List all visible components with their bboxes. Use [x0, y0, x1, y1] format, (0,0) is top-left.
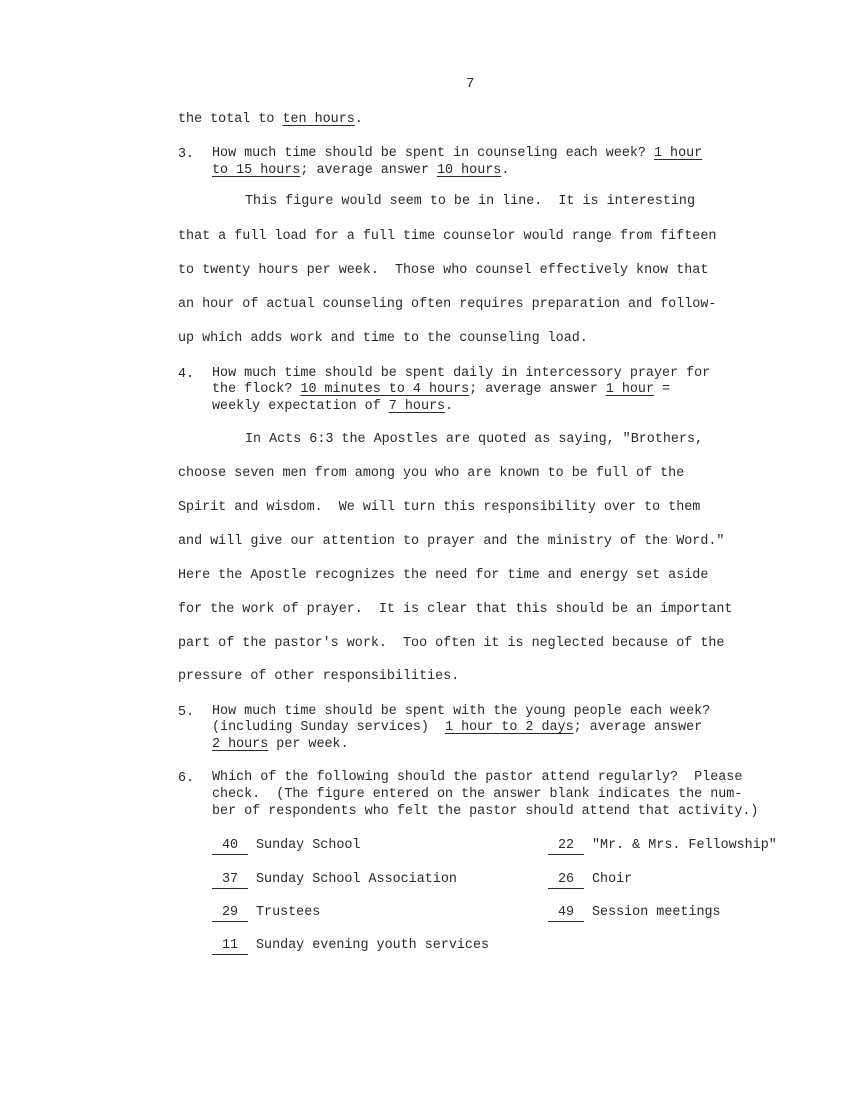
q4-weekly-value: 7 hours [388, 399, 446, 414]
activity-sunday-school-association [212, 871, 457, 889]
para1-line-2: that a full load for a full time counselor would range from fifteen [178, 229, 717, 244]
para1-line-3: to twenty hours per week. Those who counsel effectively know that [178, 263, 709, 278]
para2-line-5: Here the Apostle recognizes the need for time and energy set aside [178, 568, 709, 583]
para1-line-5: up which adds work and time to the counseling load. [178, 331, 588, 346]
q3-line2 [212, 162, 509, 179]
para2-line-7: part of the pastor's work. Too often it is neglected because of the [178, 636, 725, 651]
q4-equals: = [653, 382, 671, 397]
q5-number: 5. [178, 705, 195, 720]
activity-label: Sunday evening youth services [256, 938, 490, 953]
answer-blank: 49 [548, 905, 584, 922]
intro-ten-hours: ten hours [282, 112, 355, 127]
q6-number: 6. [178, 771, 195, 786]
q3-range-end: to 15 hours [212, 163, 301, 178]
para1-line-4: an hour of actual counseling often requires preparation and follow- [178, 297, 717, 312]
answer-blank: 29 [212, 905, 248, 922]
activity-label: Trustees [256, 905, 321, 920]
q4-weekly-label: weekly expectation of [212, 399, 389, 414]
q3-line1 [212, 145, 702, 162]
q5-average-value: 2 hours [212, 737, 269, 752]
para2-line-3: Spirit and wisdom. We will turn this responsibility over to them [178, 500, 701, 515]
q5-per-week: per week. [268, 737, 349, 752]
activity-label: Choir [592, 872, 633, 887]
activity-label: Session meetings [592, 905, 721, 920]
para2-line-6: for the work of prayer. It is clear that this should be an important [178, 602, 733, 617]
q3-range-start: 1 hour [653, 146, 703, 161]
intro-suffix: . [354, 112, 363, 127]
q3-period: . [501, 163, 510, 178]
answer-blank: 37 [212, 872, 248, 889]
para2-line-2: choose seven men from among you who are known to be full of the [178, 466, 685, 481]
intro-line [178, 111, 363, 128]
activity-mr-mrs-fellowship [548, 837, 777, 855]
q4-average-label: ; average answer [469, 382, 606, 397]
q3-average-value: 10 hours [437, 163, 502, 178]
q4-line3 [212, 398, 453, 415]
activity-session-meetings [548, 904, 721, 922]
activity-label: "Mr. & Mrs. Fellowship" [592, 838, 777, 853]
q5-average-label: ; average answer [573, 720, 703, 735]
para2-line-8: pressure of other responsibilities. [178, 669, 460, 684]
para1-line-1: This figure would seem to be in line. It is interesting [245, 194, 695, 209]
answer-blank: 11 [212, 938, 248, 955]
answer-blank: 26 [548, 872, 584, 889]
activity-label: Sunday School [256, 838, 361, 853]
activity-trustees [212, 904, 320, 922]
q5-range: 1 hour to 2 days [445, 720, 574, 735]
q6-line3: ber of respondents who felt the pastor should attend that activity.) [212, 804, 759, 819]
activity-label: Sunday School Association [256, 872, 457, 887]
q5-line2-prefix: (including Sunday services) [212, 720, 446, 735]
q4-line2 [212, 381, 670, 398]
activity-sunday-school [212, 837, 360, 855]
q6-line2: check. (The figure entered on the answer blank indicates the num- [212, 787, 743, 802]
q6-line1: Which of the following should the pastor attend regularly? Please [212, 770, 743, 785]
q5-line3 [212, 736, 349, 753]
q4-line1: How much time should be spent daily in intercessory prayer for [212, 366, 711, 381]
q5-line1: How much time should be spent with the young people each week? [212, 704, 711, 719]
intro-prefix: the total to [178, 112, 283, 127]
q3-average-label: ; average answer [300, 163, 438, 178]
q4-range: 10 minutes to 4 hours [300, 382, 470, 397]
q5-line2 [212, 719, 702, 736]
activity-sunday-evening-youth [212, 937, 489, 955]
q4-period: . [445, 399, 454, 414]
q3-question: How much time should be spent in counseling each week? [212, 146, 654, 161]
q4-average-value: 1 hour [605, 382, 654, 397]
q4-number: 4. [178, 367, 195, 382]
page-number: 7 [466, 76, 475, 92]
para2-line-4: and will give our attention to prayer and the ministry of the Word." [178, 534, 725, 549]
activity-choir [548, 871, 632, 889]
answer-blank: 22 [548, 838, 584, 855]
q4-line2-prefix: the flock? [212, 382, 301, 397]
answer-blank: 40 [212, 838, 248, 855]
para2-line-1: In Acts 6:3 the Apostles are quoted as saying, "Brothers, [245, 432, 704, 447]
q3-number: 3. [178, 147, 195, 162]
